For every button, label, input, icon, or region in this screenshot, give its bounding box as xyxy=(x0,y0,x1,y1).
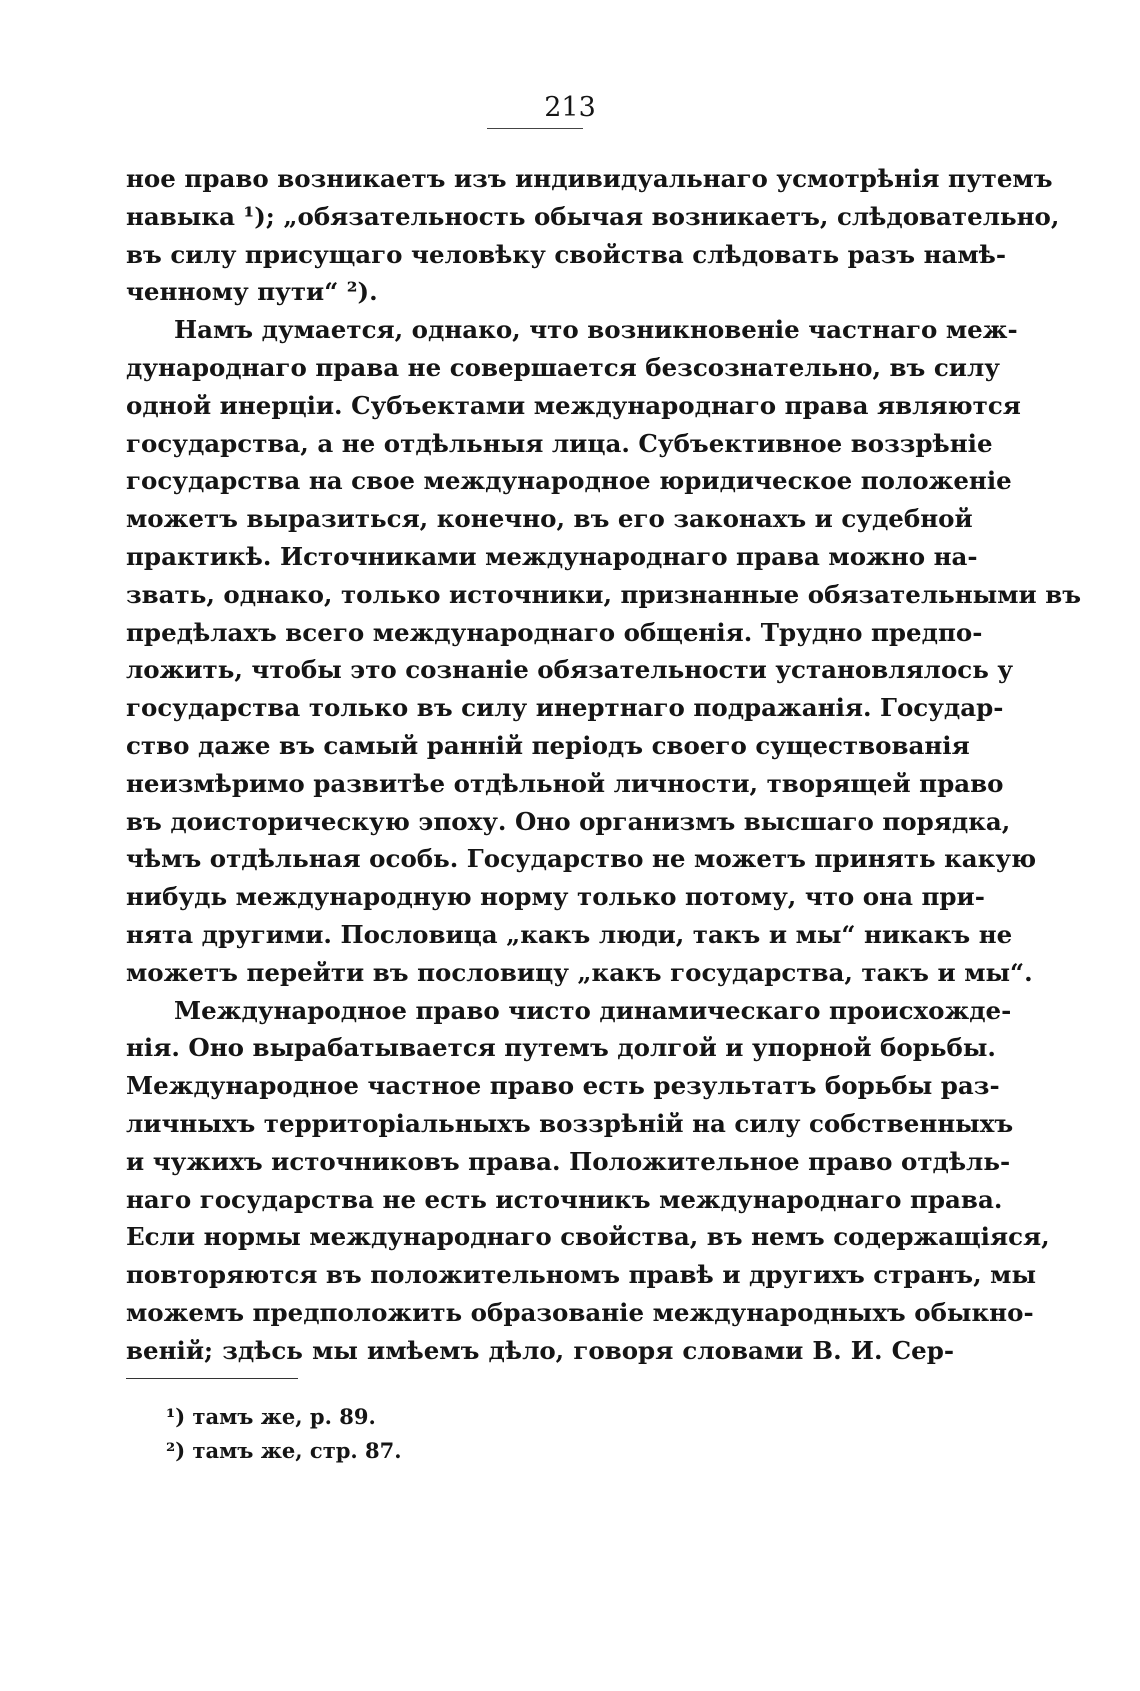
text-line: практикѣ. Источниками международнаго права можно на- xyxy=(126,541,978,571)
text-line: одной инерціи. Субъектами международнаго права являются xyxy=(126,390,1021,420)
text-line: повторяются въ положительномъ правѣ и другихъ странъ, мы xyxy=(126,1260,1037,1290)
text-line: дународнаго права не совершается безсознательно, въ силу xyxy=(126,352,1000,382)
footnotes xyxy=(166,1400,866,1468)
text-line: государства только въ силу инертнаго подражанія. Государ- xyxy=(126,693,1004,723)
text-line: Если нормы международнаго свойства, въ немъ содержащіяся, xyxy=(126,1222,1050,1252)
text-line: Намъ думается, однако, что возникновеніе частнаго меж- xyxy=(174,315,1018,345)
text-line: наго государства не есть источникъ международнаго права. xyxy=(126,1184,1003,1214)
text-line: звать, однако, только источники, признанные обязательными въ xyxy=(126,579,1082,609)
text-line: можетъ выразиться, конечно, въ его законахъ и судебной xyxy=(126,504,973,534)
text-line: личныхъ территоріальныхъ воззрѣній на силу собственныхъ xyxy=(126,1108,1014,1138)
text-line: предѣлахъ всего международнаго общенія. Трудно предпо- xyxy=(126,617,983,647)
text-line: ложить, чтобы это сознаніе обязательности установлялось у xyxy=(126,655,1014,685)
text-line: веній; здѣсь мы имѣемъ дѣло, говоря словами В. И. Сер- xyxy=(126,1335,954,1365)
text-line: и чужихъ источниковъ права. Положительное право отдѣль- xyxy=(126,1146,1011,1176)
text-line: государства на свое международное юридическое положеніе xyxy=(126,466,1012,496)
footnote-separator xyxy=(126,1378,298,1379)
page-number-underline xyxy=(487,128,583,129)
text-line: можетъ перейти въ пословицу „какъ государства, такъ и мы“. xyxy=(126,957,1033,987)
text-line: въ доисторическую эпоху. Оно организмъ высшаго порядка, xyxy=(126,806,1011,836)
text-line: можемъ предположить образованіе международныхъ обыкно- xyxy=(126,1297,1034,1327)
text-line: ство даже въ самый ранній періодъ своего существованія xyxy=(126,730,970,760)
text-line: неизмѣримо развитѣе отдѣльной личности, творящей право xyxy=(126,768,1004,798)
text-line: въ силу присущаго человѣку свойства слѣдовать разъ намѣ- xyxy=(126,239,1007,269)
text-line: Международное частное право есть результатъ борьбы раз- xyxy=(126,1071,1000,1101)
footnote-1: ¹) тамъ же, p. 89. xyxy=(166,1404,376,1429)
text-line: нія. Оно вырабатывается путемъ долгой и упорной борьбы. xyxy=(126,1033,996,1063)
text-line: чѣмъ отдѣльная особь. Государство не можетъ принять какую xyxy=(126,844,1037,874)
page-number: 213 xyxy=(544,92,596,123)
text-line: ченному пути“ ²). xyxy=(126,277,378,307)
footnote-2: ²) тамъ же, стр. 87. xyxy=(166,1438,402,1463)
body-text xyxy=(126,160,1082,1370)
text-line: нибудь международную норму только потому, что она при- xyxy=(126,882,985,912)
text-line: навыка ¹); „обязательность обычая возникаетъ, слѣдовательно, xyxy=(126,201,1060,231)
text-line: нята другими. Пословица „какъ люди, такъ и мы“ никакъ не xyxy=(126,919,1013,949)
text-line: Международное право чисто динамическаго происхожде- xyxy=(174,995,1012,1025)
text-line: государства, а не отдѣльныя лица. Субъективное воззрѣніе xyxy=(126,428,993,458)
text-line: ное право возникаетъ изъ индивидуальнаго усмотрѣнія путемъ xyxy=(126,164,1053,193)
